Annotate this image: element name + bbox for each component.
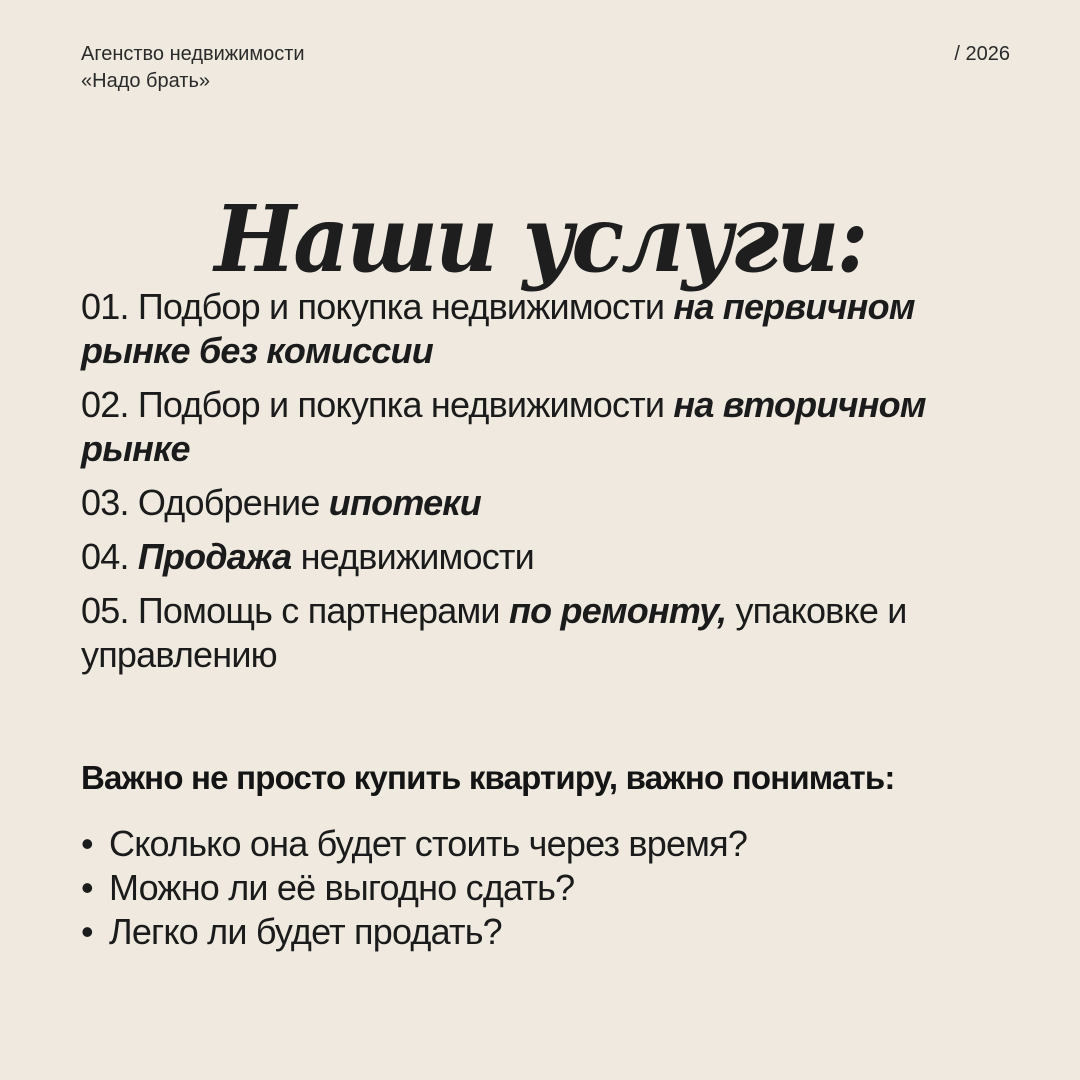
service-item-03 — [81, 481, 1001, 525]
service-item-01 — [81, 285, 1001, 373]
important-heading: Важно не просто купить квартиру, важно понимать: — [81, 759, 895, 796]
service-emphasis: Продажа — [137, 536, 292, 577]
service-emphasis: на вторичном рынке — [81, 384, 926, 469]
service-number: 03. — [81, 482, 129, 523]
service-tail: упаковке и управлению — [81, 590, 907, 675]
question-text: Легко ли будет продать? — [109, 911, 502, 952]
service-item-05 — [81, 589, 1001, 677]
service-number: 05. — [81, 590, 129, 631]
bullet-icon: • — [81, 911, 93, 952]
service-text: Подбор и покупка недвижимости — [128, 286, 674, 327]
year-label: / 2026 — [954, 43, 1010, 65]
service-text: Подбор и покупка недвижимости — [128, 384, 674, 425]
question-text: Сколько она будет стоить через время? — [109, 823, 748, 864]
agency-name-line2: «Надо брать» — [81, 70, 211, 92]
service-text: Одобрение — [128, 482, 329, 523]
service-number: 01. — [81, 286, 129, 327]
service-emphasis: ипотеки — [328, 482, 481, 523]
service-item-02 — [81, 383, 1001, 471]
service-number: 02. — [81, 384, 129, 425]
question-item — [81, 910, 747, 954]
bullet-icon: • — [81, 823, 93, 864]
service-emphasis: на первичном рынке без комиссии — [81, 286, 915, 371]
bullet-icon: • — [81, 867, 93, 908]
questions-list — [81, 822, 747, 954]
service-number: 04. — [81, 536, 129, 577]
service-emphasis: по ремонту, — [508, 590, 727, 631]
question-text: Можно ли её выгодно сдать? — [109, 867, 575, 908]
agency-name — [81, 41, 305, 95]
agency-name-line1: Агенство недвижимости — [81, 43, 305, 65]
page-title: Наши услуги: — [214, 184, 866, 293]
services-list — [81, 285, 1001, 687]
service-tail: недвижимости — [291, 536, 534, 577]
question-item — [81, 822, 747, 866]
service-item-04 — [81, 535, 1001, 579]
service-text: Помощь с партнерами — [128, 590, 509, 631]
question-item — [81, 866, 747, 910]
service-text — [129, 536, 138, 577]
